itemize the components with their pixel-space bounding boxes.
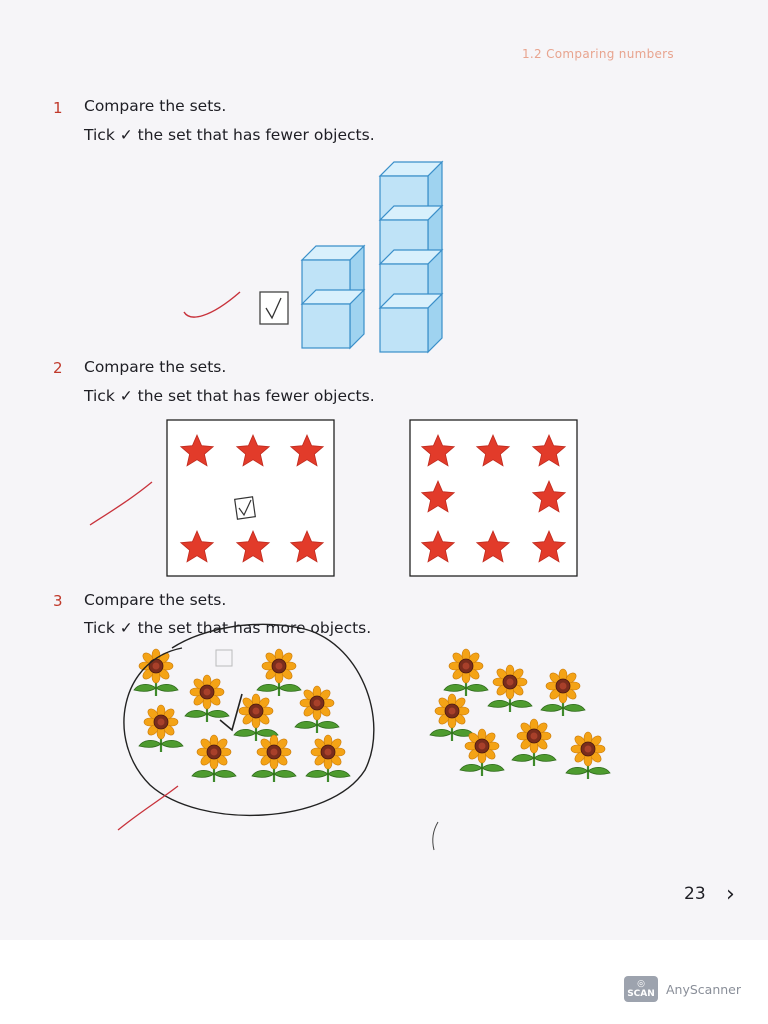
q3-pen-mark [118,786,178,830]
question-1-number: 1 [53,99,63,117]
q1-tall-tower[interactable] [380,162,442,352]
question-3-number: 3 [53,592,63,610]
question-3-task: Tick ✓ the set that has more objects. [84,619,372,637]
q1-short-tower[interactable] [302,246,364,348]
question-1-instruction: Compare the sets. [84,97,227,115]
q3-tick-box[interactable] [216,650,232,666]
question-2-instruction: Compare the sets. [84,358,227,376]
q1-pen-mark [184,292,240,317]
question-1-task: Tick ✓ the set that has fewer objects. [84,126,375,144]
page-number: 23 [684,884,706,904]
scanner-watermark [624,976,741,1002]
q2-pen-mark [90,482,152,525]
scanner-app-name: AnyScanner [666,981,742,997]
q3-left-set[interactable] [134,649,350,782]
q3-right-set[interactable] [430,649,610,779]
question-3-instruction: Compare the sets. [84,591,227,609]
question-2-task: Tick ✓ the set that has fewer objects. [84,387,375,405]
scan-logo-icon: ◎ SCAN [624,976,658,1002]
section-title: 1.2 Comparing numbers [522,47,674,61]
question-2-number: 2 [53,359,63,377]
q1-tick-box[interactable] [260,292,288,324]
q2-tick-box[interactable] [235,497,256,519]
chevron-right-icon[interactable]: › [726,882,735,907]
stray-pen-mark [433,822,438,850]
